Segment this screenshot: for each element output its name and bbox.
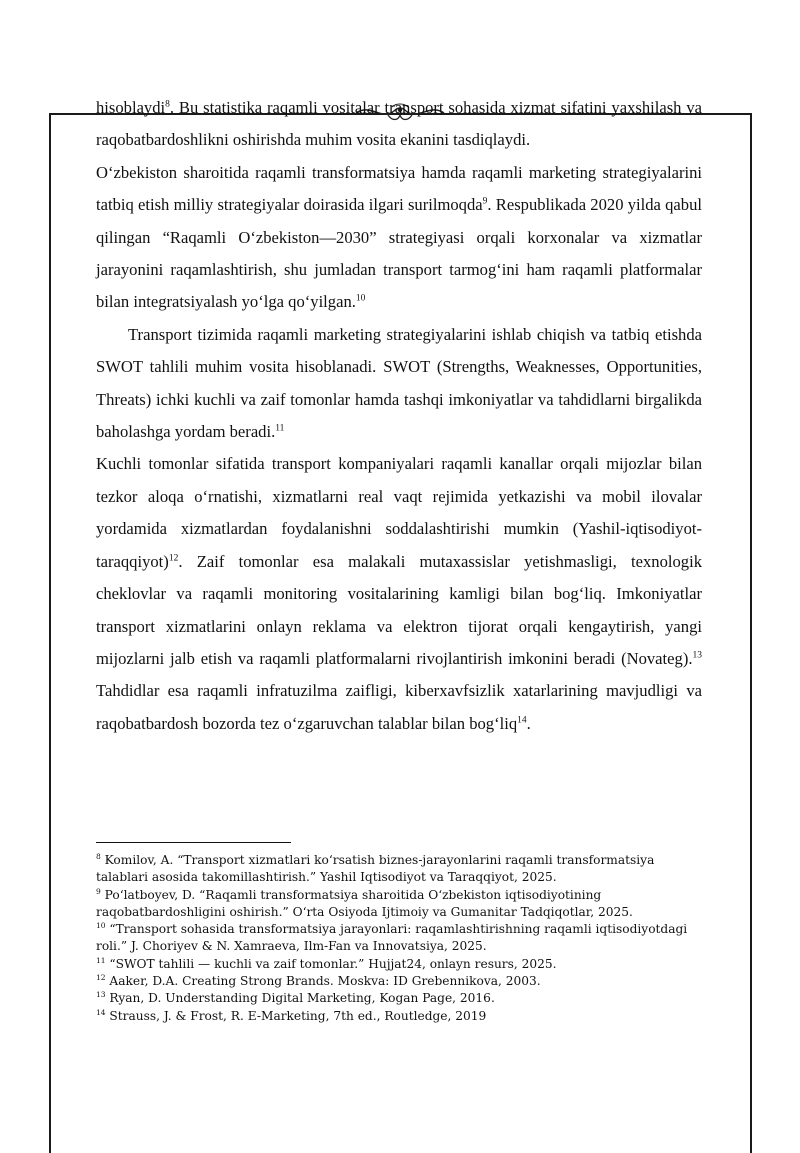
text-segment: . Respublikada 2020 yilda qabul qilingan “Raqamli O‘zbekiston—2030” strategiyasi orqali korxonalar va xizmatlar jarayonini raqamlashtirish, shu jumladan transport tarmog‘ini ham raqamli platformalar bilan integratsiyalash yo‘lga qo‘yilgan. (96, 195, 702, 312)
footnote-item (96, 973, 702, 990)
text-segment: O‘zbekiston sharoitida raqamli transformatsiya hamda raqamli marketing strategiyalarini tatbiq etish milliy strategiyalar doirasida ilgari surilmoqda (96, 162, 702, 215)
paragraph (96, 157, 702, 319)
footnote-number: 9 (96, 886, 101, 896)
footnote-item (96, 887, 702, 922)
text-segment: hisoblaydi (96, 98, 166, 117)
footnote-item (96, 956, 702, 973)
footnote-reference: 14 (517, 715, 527, 726)
footnote-number: 11 (96, 955, 106, 965)
footnote-text: “Transport sohasida transformatsiya jarayonlari: raqamlashtirishning raqamli iqtisodiyotdagi roli.” J. Choriyev & N. Xamraeva, Ilm-Fan va Innovatsiya, 2025. (96, 922, 688, 954)
footnote-text: Ryan, D. Understanding Digital Marketing, Kogan Page, 2016. (109, 991, 495, 1006)
footnote-text: Strauss, J. & Frost, R. E-Marketing, 7th ed., Routledge, 2019 (109, 1008, 487, 1023)
body-text (96, 92, 702, 740)
footnote-number: 13 (96, 990, 106, 1000)
text-segment: Kuchli tomonlar sifatida transport kompaniyalari raqamli kanallar orqali mijozlar bilan tezkor aloqa o‘rnatishi, xizmatlarni real vaqt rejimida yetkazishi va mobil ilovalar yordamida xizmatlardan foydalanishni soddalashtirishi mumkin (Yashil-iqtisodiyot-taraqqiyot) (96, 454, 702, 571)
text-segment: Transport tizimida raqamli marketing strategiyalarini ishlab chiqish va tatbiq etishda SWOT tahlili muhim vosita hisoblanadi. SWOT (Strengths, Weaknesses, Opportunities, Threats) ichki kuchli va zaif tomonlar hamda tashqi imkoniyatlar va tahdidlarni birgalikda baholashga yordam beradi. (96, 324, 702, 442)
footnote-reference: 8 (165, 99, 170, 110)
paragraph (96, 92, 702, 157)
footnote-item (96, 852, 702, 887)
footnotes (96, 852, 702, 1025)
footnote-text: Po‘latboyev, D. “Raqamli transformatsiya sharoitida O‘zbekiston iqtisodiyotining raqobatbardoshligini oshirish.” O‘rta Osiyoda Ijtimoiy va Gumanitar Tadqiqotlar, 2025. (96, 887, 633, 919)
footnote-reference: 11 (275, 423, 285, 434)
footnote-reference: 12 (168, 553, 179, 564)
footnote-separator (96, 842, 291, 843)
footnote-text: Aaker, D.A. Creating Strong Brands. Moskva: ID Grebennikova, 2003. (109, 974, 541, 989)
footnote-item (96, 990, 702, 1007)
text-segment: . Zaif tomonlar esa malakali mutaxassislar yetishmasligi, texnologik cheklovlar va raqamli monitoring vositalarining kamligi bilan bog‘liq. Imkoniyatlar transport xizmatlarini onlayn reklama va elektron tijorat orqali kengaytirish, yangi mijozlarni jalb etish va raqamli platformalarni rivojlantirish imkonini beradi (Novateg). (96, 551, 702, 668)
footnote-text: “SWOT tahlili — kuchli va zaif tomonlar.” Hujjat24, onlayn resurs, 2025. (109, 956, 557, 971)
footnote-number: 14 (96, 1007, 106, 1017)
footnote-reference: 9 (482, 196, 488, 207)
text-segment: Tahdidlar esa raqamli infratuzilma zaifligi, kiberxavfsizlik xatarlarining mavjudligi va raqobatbardosh bozorda tez o‘zgaruvchan talablar bilan bog‘liq (96, 681, 702, 733)
footnote-item (96, 921, 702, 956)
footnote-text: Komilov, A. “Transport xizmatlari ko‘rsatish biznes-jarayonlarini raqamli transformatsiya talablari asosida takomillashtirish.” Yashil Iqtisodiyot va Taraqqiyot, 2025. (96, 853, 655, 885)
paragraph (96, 448, 702, 740)
footnote-number: 12 (96, 973, 106, 983)
text-segment: . (526, 713, 531, 733)
footnote-number: 8 (96, 851, 101, 861)
text-segment: . Bu statistika raqamli vositalar transport sohasida xizmat sifatini yaxshilash va raqobatbardoshlikni oshirishda muhim vosita ekanini tasdiqlaydi. (96, 98, 702, 150)
footnote-reference: 13 (692, 650, 702, 661)
footnote-item (96, 1008, 702, 1025)
footnote-number: 10 (96, 921, 106, 931)
footnote-reference: 10 (355, 293, 366, 304)
paragraph (96, 319, 702, 449)
